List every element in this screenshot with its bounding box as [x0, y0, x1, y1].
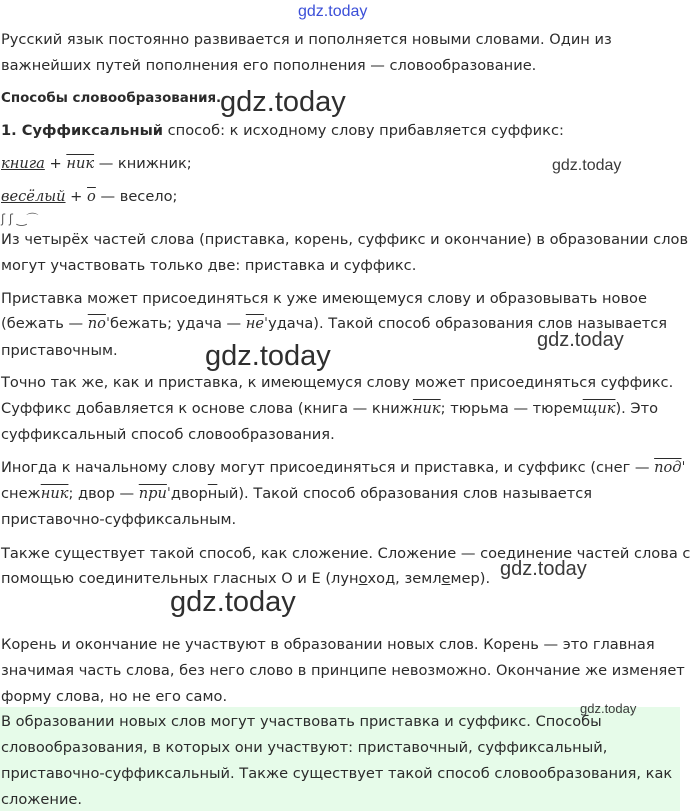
p3-text-a: Суффикс добавляется к основе слова (книга — книж	[1, 400, 413, 417]
clipped-line: ʃ ʃ ‿⌒	[1, 212, 39, 226]
example-1-result: — книжник;	[94, 155, 192, 172]
watermark-small-2: gdz.today	[537, 329, 624, 351]
example-2-result: — весело;	[95, 188, 178, 205]
example-2-suffix: о	[87, 188, 96, 205]
watermark-tiny: gdz.today	[580, 701, 637, 716]
p5-text-b: ход, земл	[367, 570, 442, 587]
example-2-stem: весёлый	[1, 188, 66, 205]
p2-text-c: удача). Такой способ образования слов называется	[268, 315, 668, 332]
example-1-suffix: ник	[66, 155, 95, 172]
example-1	[1, 155, 192, 172]
p4-text-d: ый). Такой способ образования слов называется	[217, 485, 593, 502]
p2-text-b: бежать; удача —	[109, 315, 246, 332]
p3-text-c: ). Это	[615, 400, 659, 417]
methods-heading: Способы словообразования.	[1, 91, 222, 106]
example-1-stem: книга	[1, 155, 45, 172]
p4-line-1: Иногда к начальному слову могут присоединяться и приставка, и суффикс (снег — подˈ	[1, 459, 686, 476]
p4-prefix-1: под	[654, 459, 682, 476]
p2-line-2: (бежать — поˈбежать; удача — неˈудача). Такой способ образования слов называется	[1, 315, 668, 332]
p4-suffix-2: н	[207, 485, 218, 502]
p3-text-b: ; тюрьма — тюрем	[440, 400, 583, 417]
p4-text-c: двор	[170, 485, 208, 502]
watermark-top: gdz.today	[298, 3, 368, 20]
watermark-big-2: gdz.today	[205, 340, 331, 372]
p4-text-b: ; двор —	[68, 485, 139, 502]
watermark-small-1: gdz.today	[552, 157, 622, 174]
p3-line-1: Точно так же, как и приставка, к имеющемуся слову может присоединяться суффикс.	[1, 374, 674, 391]
p5-line-1: Также существует такой способ, как сложение. Сложение — соединение частей слова с	[1, 545, 690, 562]
p5-line-2	[1, 570, 490, 587]
p4-line-3: приставочно-суффиксальным.	[1, 511, 237, 528]
p1-line-2: могут участвовать только две: приставка и суффикс.	[1, 257, 417, 274]
example-2	[1, 188, 177, 205]
suffix-method	[1, 122, 564, 139]
p3-line-3: суффиксальный способ словообразования.	[1, 426, 335, 443]
watermark-big-1: gdz.today	[220, 86, 346, 118]
p3-suffix-1: ник	[412, 400, 441, 417]
summary-line-1: В образовании новых слов могут участвовать приставка и суффикс. Способы	[1, 713, 602, 730]
p6-line-3: форму слова, но не его само.	[1, 688, 228, 705]
p6-line-2: значимая часть слова, без него слово в принципе невозможно. Окончание же изменяет	[1, 662, 685, 679]
summary-line-4: сложение.	[1, 791, 83, 808]
p4-line-2: снежник; двор — приˈдворный). Такой способ образования слов называется	[1, 485, 593, 502]
summary-line-2: словообразования, в которых они участвуют: приставочный, суффиксальный,	[1, 739, 608, 756]
p4-text-a: Иногда к начальному слову могут присоединяться и приставка, и суффикс (снег —	[1, 459, 655, 476]
p4-prefix-2: при	[138, 485, 167, 502]
p5-vowel-1: о	[358, 570, 368, 587]
p2-text-a: (бежать —	[1, 315, 88, 332]
p5-text-a: помощью соединительных гласных О и Е (лун	[1, 570, 359, 587]
p2-line-3: приставочным.	[1, 342, 118, 359]
suffix-method-title: 1. Суффиксальный	[1, 122, 164, 139]
p2-line-1: Приставка может присоединяться к уже имеющемуся слову и образовывать новое	[1, 290, 647, 307]
example-2-plus: +	[65, 188, 88, 205]
p2-prefix-2: не	[245, 315, 265, 332]
example-1-plus: +	[44, 155, 67, 172]
p3-suffix-2: щик	[582, 400, 616, 417]
summary-line-3: приставочно-суффиксальный. Также существует такой способ словообразования, как	[1, 765, 673, 782]
p2-prefix-1: по	[87, 315, 106, 332]
p4-text-a2: снеж	[1, 485, 41, 502]
p6-line-1: Корень и окончание не участвуют в образовании новых слов. Корень — это главная	[1, 636, 655, 653]
intro-line-1: Русский язык постоянно развивается и пополняется новыми словами. Один из	[1, 31, 612, 48]
intro-line-2: важнейших путей пополнения его пополнения — словообразование.	[1, 57, 537, 74]
watermark-small-3: gdz.today	[500, 558, 587, 580]
p5-vowel-2: е	[441, 570, 451, 587]
p5-text-c: мер).	[450, 570, 491, 587]
p1-line-1: Из четырёх частей слова (приставка, корень, суффикс и окончание) в образовании слов	[1, 231, 689, 248]
p3-line-2	[1, 400, 658, 417]
watermark-big-3: gdz.today	[170, 586, 296, 618]
p4-suffix-1: ник	[40, 485, 69, 502]
suffix-method-text: способ: к исходному слову прибавляется суффикс:	[163, 122, 564, 139]
